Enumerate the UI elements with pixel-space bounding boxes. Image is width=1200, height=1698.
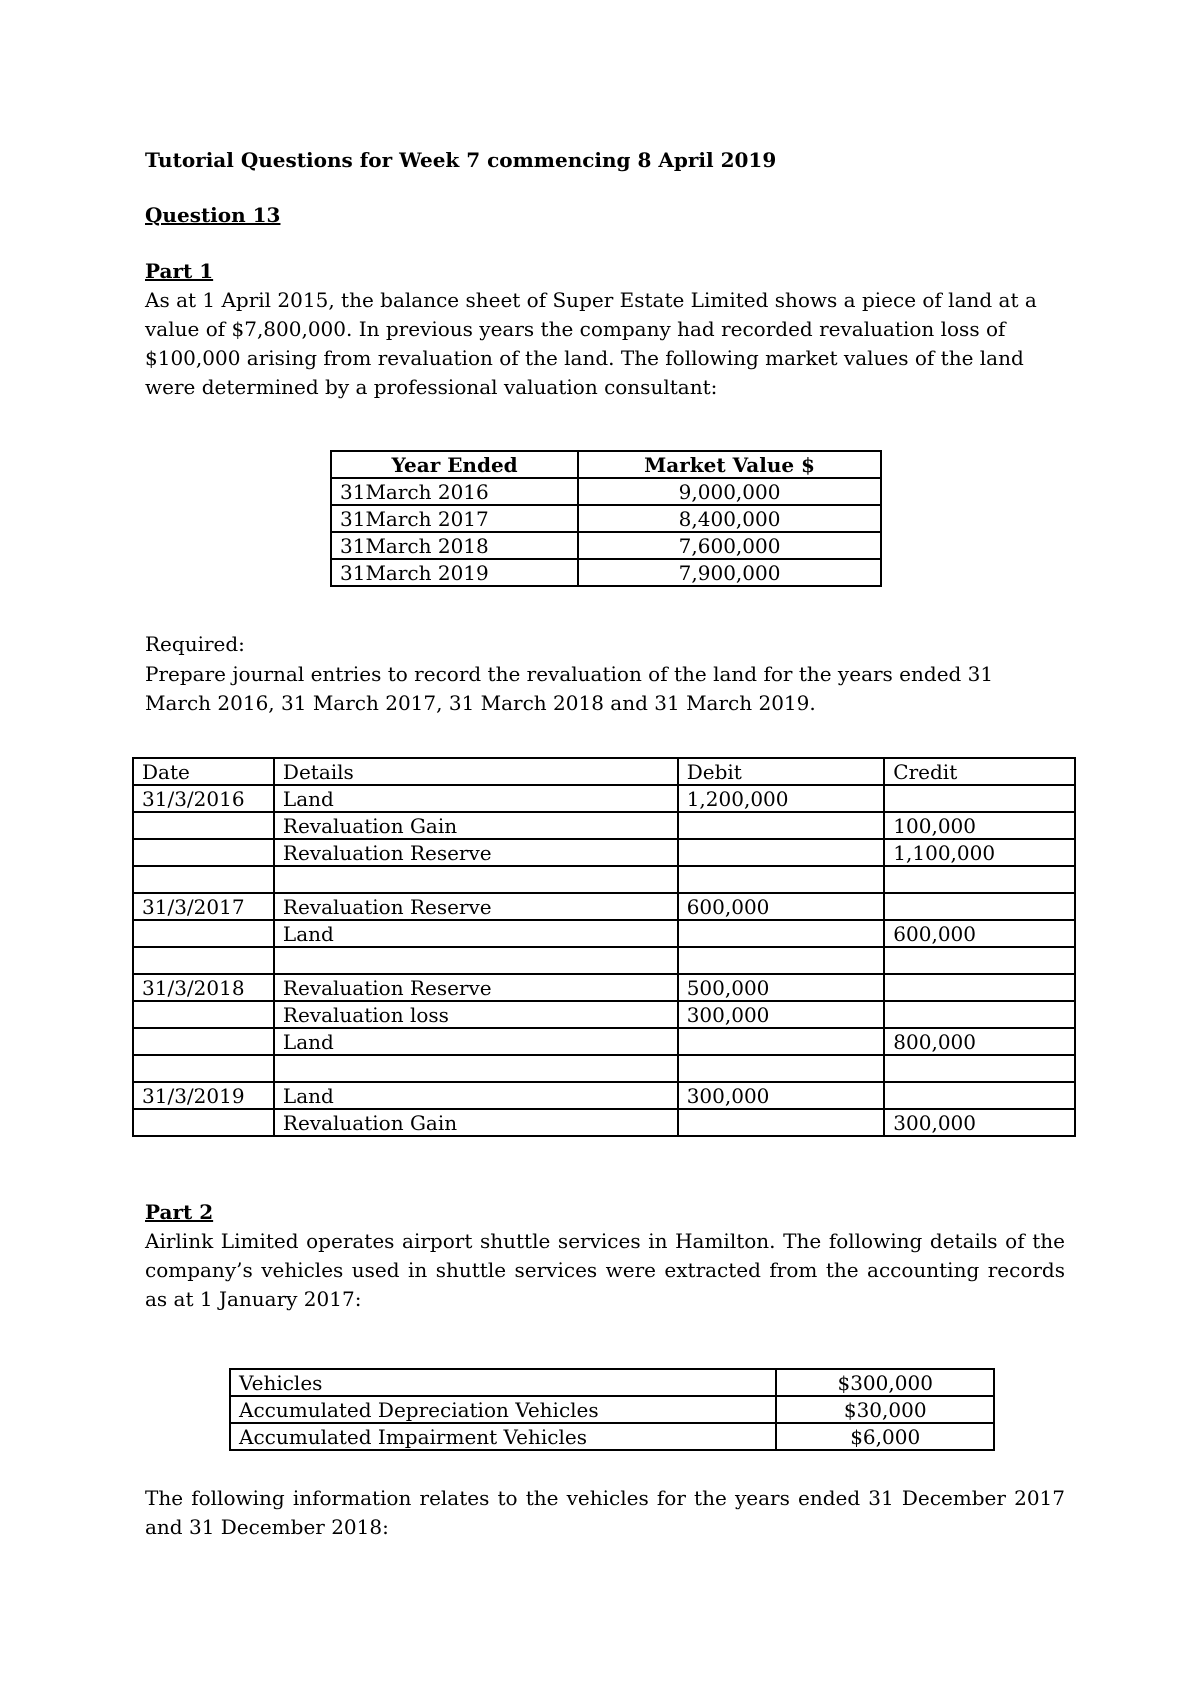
- details-cell: Revaluation Gain: [274, 812, 678, 839]
- debit-cell: 300,000: [678, 1001, 885, 1028]
- journal-table: [132, 757, 1076, 1137]
- date-cell: [133, 947, 274, 974]
- date-cell: 31/3/2019: [133, 1082, 274, 1109]
- year-cell: 31March 2019: [331, 559, 578, 586]
- date-cell: 31/3/2016: [133, 785, 274, 812]
- vehicles-table: [229, 1368, 995, 1451]
- table-row: [133, 1082, 1075, 1109]
- table-row: [230, 1396, 994, 1423]
- account-cell: Accumulated Depreciation Vehicles: [230, 1396, 776, 1423]
- credit-cell: 100,000: [884, 812, 1075, 839]
- date-cell: 31/3/2017: [133, 893, 274, 920]
- table-row: [133, 1109, 1075, 1136]
- debit-cell: 600,000: [678, 893, 885, 920]
- amount-cell: $300,000: [776, 1369, 994, 1396]
- credit-cell: [884, 1082, 1075, 1109]
- part1-paragraph-text: As at 1 April 2015, the balance sheet of Super Estate Limited shows a piece of land at a value of $7,800,000. In previous years the company had recorded revaluation loss of $100,000 arising from revaluation of the land. The following market values of the land were determined by a professional valuation consultant:: [145, 288, 1037, 399]
- debit-cell: [678, 920, 885, 947]
- credit-cell: [884, 893, 1075, 920]
- credit-cell: [884, 1055, 1075, 1082]
- table-row: [133, 1001, 1075, 1028]
- details-cell: Land: [274, 1028, 678, 1055]
- part2-heading: Part 2: [145, 1200, 214, 1224]
- table-row: [133, 866, 1075, 893]
- debit-cell: [678, 1109, 885, 1136]
- table-row: [331, 505, 881, 532]
- debit-cell: 1,200,000: [678, 785, 885, 812]
- date-cell: [133, 839, 274, 866]
- market-table-header: [331, 451, 881, 478]
- debit-cell: [678, 866, 885, 893]
- value-cell: 7,600,000: [578, 532, 881, 559]
- details-cell: Revaluation loss: [274, 1001, 678, 1028]
- journal-header: [133, 758, 1075, 785]
- header-year-ended: Year Ended: [331, 451, 578, 478]
- required-label: Required:: [145, 632, 245, 656]
- date-cell: [133, 1109, 274, 1136]
- table-row: [133, 974, 1075, 1001]
- credit-cell: [884, 785, 1075, 812]
- date-cell: [133, 1001, 274, 1028]
- amount-cell: $30,000: [776, 1396, 994, 1423]
- date-cell: [133, 1055, 274, 1082]
- table-row: [133, 920, 1075, 947]
- header-debit: Debit: [678, 758, 885, 785]
- year-cell: 31March 2016: [331, 478, 578, 505]
- details-cell: Land: [274, 785, 678, 812]
- credit-cell: [884, 974, 1075, 1001]
- table-row: [133, 785, 1075, 812]
- doc-title: Tutorial Questions for Week 7 commencing 8 April 2019: [145, 148, 777, 172]
- amount-cell: $6,000: [776, 1423, 994, 1450]
- table-row: [133, 1028, 1075, 1055]
- credit-cell: [884, 947, 1075, 974]
- table-row: [133, 893, 1075, 920]
- value-cell: 8,400,000: [578, 505, 881, 532]
- part2-closing-text: The following information relates to the vehicles for the years ended 31 December 2017 and 31 December 2018:: [145, 1486, 1065, 1539]
- year-cell: 31March 2018: [331, 532, 578, 559]
- table-row: [331, 478, 881, 505]
- table-row: [133, 947, 1075, 974]
- header-credit: Credit: [884, 758, 1075, 785]
- debit-cell: 500,000: [678, 974, 885, 1001]
- required-text: Prepare journal entries to record the revaluation of the land for the years ended 31 March 2016, 31 March 2017, 31 March 2018 and 31 March 2019.: [145, 662, 994, 715]
- credit-cell: 300,000: [884, 1109, 1075, 1136]
- header-date: Date: [133, 758, 274, 785]
- debit-cell: [678, 839, 885, 866]
- credit-cell: [884, 866, 1075, 893]
- details-cell: Revaluation Reserve: [274, 893, 678, 920]
- date-cell: 31/3/2018: [133, 974, 274, 1001]
- details-cell: [274, 866, 678, 893]
- details-cell: Land: [274, 1082, 678, 1109]
- credit-cell: [884, 1001, 1075, 1028]
- date-cell: [133, 1028, 274, 1055]
- table-row: [133, 812, 1075, 839]
- part1-heading: Part 1: [145, 259, 214, 283]
- header-market-value: Market Value $: [578, 451, 881, 478]
- debit-cell: [678, 947, 885, 974]
- date-cell: [133, 866, 274, 893]
- header-details: Details: [274, 758, 678, 785]
- table-row: [230, 1369, 994, 1396]
- debit-cell: 300,000: [678, 1082, 885, 1109]
- account-cell: Accumulated Impairment Vehicles: [230, 1423, 776, 1450]
- account-cell: Vehicles: [230, 1369, 776, 1396]
- value-cell: 7,900,000: [578, 559, 881, 586]
- table-row: [331, 532, 881, 559]
- table-row: [331, 559, 881, 586]
- question-heading: Question 13: [145, 203, 281, 227]
- date-cell: [133, 812, 274, 839]
- details-cell: Land: [274, 920, 678, 947]
- credit-cell: 600,000: [884, 920, 1075, 947]
- details-cell: [274, 947, 678, 974]
- table-row: [133, 1055, 1075, 1082]
- debit-cell: [678, 1055, 885, 1082]
- details-cell: Revaluation Reserve: [274, 839, 678, 866]
- credit-cell: 800,000: [884, 1028, 1075, 1055]
- value-cell: 9,000,000: [578, 478, 881, 505]
- details-cell: Revaluation Gain: [274, 1109, 678, 1136]
- credit-cell: 1,100,000: [884, 839, 1075, 866]
- part2-paragraph: Airlink Limited operates airport shuttle services in Hamilton. The following details of the company’s vehicles used in shuttle services were extracted from the accounting records as at 1 January 2017:: [145, 1229, 1065, 1311]
- table-row: [230, 1423, 994, 1450]
- date-cell: [133, 920, 274, 947]
- debit-cell: [678, 812, 885, 839]
- part1-paragraph: [145, 286, 1065, 402]
- details-cell: Revaluation Reserve: [274, 974, 678, 1001]
- table-row: [133, 839, 1075, 866]
- details-cell: [274, 1055, 678, 1082]
- year-cell: 31March 2017: [331, 505, 578, 532]
- debit-cell: [678, 1028, 885, 1055]
- market-value-table: [330, 450, 882, 587]
